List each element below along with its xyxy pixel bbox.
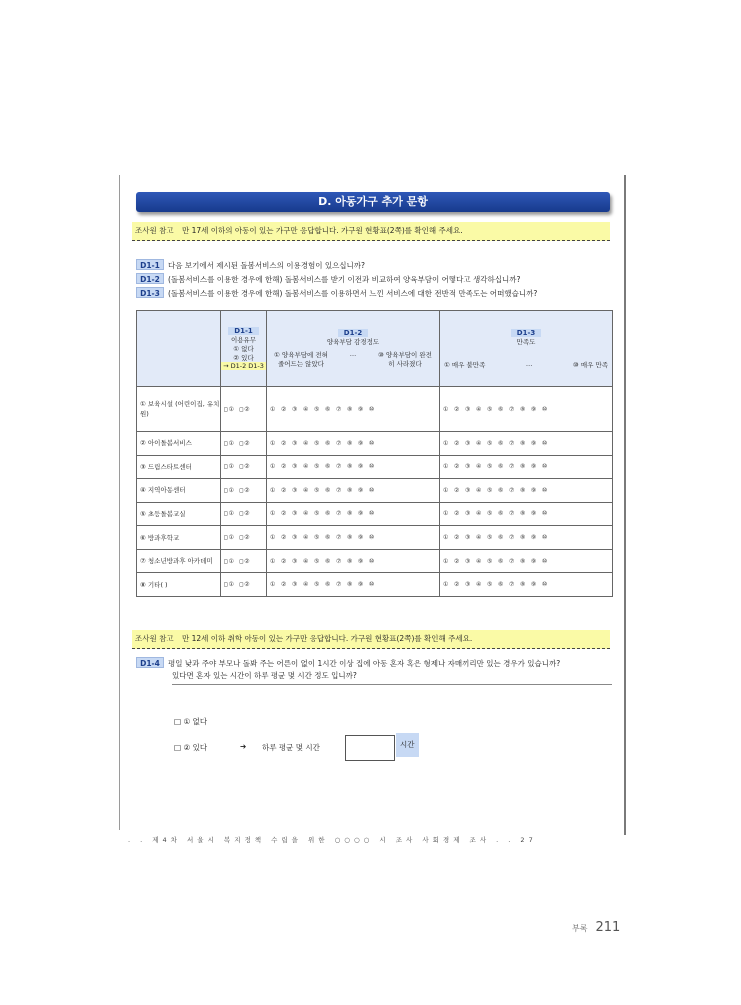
header-label: 만족도	[516, 337, 536, 346]
question-code: D1-1	[136, 259, 164, 270]
burden-scale[interactable]: ① ② ③ ④ ⑤ ⑥ ⑦ ⑧ ⑨ ⑩	[267, 526, 440, 550]
question-text: (돌봄서비스를 이용한 경우에 한해) 돌봄서비스를 이용하면서 느낀 서비스에 대한 전반적 만족도는 어떠했습니까?	[168, 289, 538, 298]
option-yes[interactable]: □ ② 있다	[174, 743, 208, 752]
header-code: D1-1	[228, 327, 258, 335]
burden-scale[interactable]: ① ② ③ ④ ⑤ ⑥ ⑦ ⑧ ⑨ ⑩	[267, 573, 440, 597]
row-label: ⑥ 방과후학교	[137, 526, 221, 550]
header-option: ① 없다	[233, 345, 254, 353]
question-d1-2	[136, 273, 520, 284]
satisfaction-scale[interactable]: ① ② ③ ④ ⑤ ⑥ ⑦ ⑧ ⑨ ⑩	[440, 432, 613, 456]
row-label: ③ 드림스타트센터	[137, 455, 221, 479]
satisfaction-scale[interactable]: ① ② ③ ④ ⑤ ⑥ ⑦ ⑧ ⑨ ⑩	[440, 549, 613, 573]
row-label: ⑦ 청소년방과후 아카데미	[137, 549, 221, 573]
hours-input[interactable]	[345, 735, 395, 761]
satisfaction-scale[interactable]: ① ② ③ ④ ⑤ ⑥ ⑦ ⑧ ⑨ ⑩	[440, 479, 613, 503]
header-code: D1-2	[338, 329, 368, 337]
table-row	[137, 387, 613, 432]
row-label: ⑧ 기타( )	[137, 573, 221, 597]
scale-right-label: ⑩ 매우 만족	[572, 360, 608, 369]
scale-right-label: ⑩ 양육부담이 완전히 사라졌다	[378, 351, 432, 368]
divider	[172, 684, 612, 685]
table-row	[137, 455, 613, 479]
question-d1-4-line2: 있다면 혼자 있는 시간이 하루 평균 몇 시간 정도 입니까?	[172, 671, 357, 680]
question-text: 평일 낮과 주야 부모나 돌봐 주는 어른이 없이 1시간 이상 집에 아동 혼자 혹은 형제나 자매끼리만 있는 경우가 있습니까?	[168, 659, 561, 668]
row-label: ⑤ 초등돌봄교실	[137, 502, 221, 526]
satisfaction-scale[interactable]: ① ② ③ ④ ⑤ ⑥ ⑦ ⑧ ⑨ ⑩	[440, 455, 613, 479]
average-hours-label: 하루 평균 몇 시간	[262, 743, 320, 752]
page-footer: . . 제4차 서울시 복지정책 수립을 위한 ○○○○ 시 조사 사회경제 조사 . . 27	[128, 836, 537, 844]
scale-left-label: ① 매우 불만족	[444, 360, 486, 369]
usage-checkboxes[interactable]: □① □②	[221, 573, 267, 597]
usage-checkboxes[interactable]: □① □②	[221, 479, 267, 503]
burden-scale[interactable]: ① ② ③ ④ ⑤ ⑥ ⑦ ⑧ ⑨ ⑩	[267, 502, 440, 526]
row-label: ② 아이돌봄서비스	[137, 432, 221, 456]
table-row	[137, 432, 613, 456]
page-right-border	[624, 175, 626, 835]
question-d1-3	[136, 287, 537, 298]
section-title: D. 아동가구 추가 문항	[136, 192, 610, 212]
appendix-label: 부록	[572, 924, 588, 933]
scale-left-label: ① 양육부담에 전혀 줄어드는 않았다	[274, 351, 328, 368]
burden-scale[interactable]: ① ② ③ ④ ⑤ ⑥ ⑦ ⑧ ⑨ ⑩	[267, 455, 440, 479]
satisfaction-scale[interactable]: ① ② ③ ④ ⑤ ⑥ ⑦ ⑧ ⑨ ⑩	[440, 387, 613, 432]
table-row	[137, 573, 613, 597]
row-label: ① 보육시설 (어린이집, 유치원)	[137, 387, 221, 432]
usage-checkboxes[interactable]: □① □②	[221, 549, 267, 573]
page-number-value: 211	[595, 920, 621, 935]
question-code: D1-3	[136, 287, 164, 298]
header-usage	[221, 311, 267, 387]
care-service-table	[136, 310, 613, 597]
note-tag: 조사원 참고	[135, 226, 174, 235]
skip-instruction: → D1-2 D1-3	[221, 362, 266, 370]
usage-checkboxes[interactable]: □① □②	[221, 502, 267, 526]
row-label: ④ 지역아동센터	[137, 479, 221, 503]
burden-scale[interactable]: ① ② ③ ④ ⑤ ⑥ ⑦ ⑧ ⑨ ⑩	[267, 479, 440, 503]
header-blank	[137, 311, 221, 387]
header-satisfaction	[440, 311, 613, 387]
scale-mid-label: …	[525, 359, 533, 368]
burden-scale[interactable]: ① ② ③ ④ ⑤ ⑥ ⑦ ⑧ ⑨ ⑩	[267, 432, 440, 456]
question-code: D1-4	[136, 657, 164, 668]
question-text: 다음 보기에서 제시된 돌봄서비스의 이용경험이 있으십니까?	[168, 261, 366, 270]
option-none[interactable]: □ ① 없다	[174, 717, 208, 726]
question-text: (돌봄서비스를 이용한 경우에 한해) 돌봄서비스를 받기 이전과 비교하여 양육부담이 어떻다고 생각하십니까?	[168, 275, 521, 284]
satisfaction-scale[interactable]: ① ② ③ ④ ⑤ ⑥ ⑦ ⑧ ⑨ ⑩	[440, 573, 613, 597]
satisfaction-scale[interactable]: ① ② ③ ④ ⑤ ⑥ ⑦ ⑧ ⑨ ⑩	[440, 502, 613, 526]
satisfaction-scale[interactable]: ① ② ③ ④ ⑤ ⑥ ⑦ ⑧ ⑨ ⑩	[440, 526, 613, 550]
scale-mid-label: …	[349, 350, 357, 358]
table-row	[137, 479, 613, 503]
question-d1-1	[136, 259, 365, 270]
page-number	[572, 920, 620, 935]
respondent-note-1	[132, 222, 610, 241]
question-code: D1-2	[136, 273, 164, 284]
arrow-icon: ➔	[240, 742, 247, 751]
burden-scale[interactable]: ① ② ③ ④ ⑤ ⑥ ⑦ ⑧ ⑨ ⑩	[267, 549, 440, 573]
burden-scale[interactable]: ① ② ③ ④ ⑤ ⑥ ⑦ ⑧ ⑨ ⑩	[267, 387, 440, 432]
header-label: 양육부담 감경정도	[326, 338, 380, 346]
question-d1-4	[136, 657, 560, 668]
note-text: 만 12세 이하 취학 아동이 있는 가구만 응답합니다. 가구원 현황표(2쪽)를 확인해 주세요.	[182, 634, 473, 643]
note-text: 만 17세 이하의 아동이 있는 가구만 응답합니다. 가구원 현황표(2쪽)를 확인해 주세요.	[182, 226, 463, 235]
header-code: D1-3	[511, 329, 541, 337]
usage-checkboxes[interactable]: □① □②	[221, 387, 267, 432]
table-header-row	[137, 311, 613, 387]
header-label: 이용유무	[230, 336, 257, 344]
usage-checkboxes[interactable]: □① □②	[221, 526, 267, 550]
usage-checkboxes[interactable]: □① □②	[221, 432, 267, 456]
page-left-border	[119, 175, 120, 830]
header-burden	[267, 311, 440, 387]
table-row	[137, 549, 613, 573]
table-row	[137, 526, 613, 550]
header-option: ② 있다	[233, 354, 254, 362]
table-row	[137, 502, 613, 526]
respondent-note-2	[132, 630, 610, 649]
hours-unit-label: 시간	[396, 733, 419, 757]
usage-checkboxes[interactable]: □① □②	[221, 455, 267, 479]
note-tag: 조사원 참고	[135, 634, 174, 643]
